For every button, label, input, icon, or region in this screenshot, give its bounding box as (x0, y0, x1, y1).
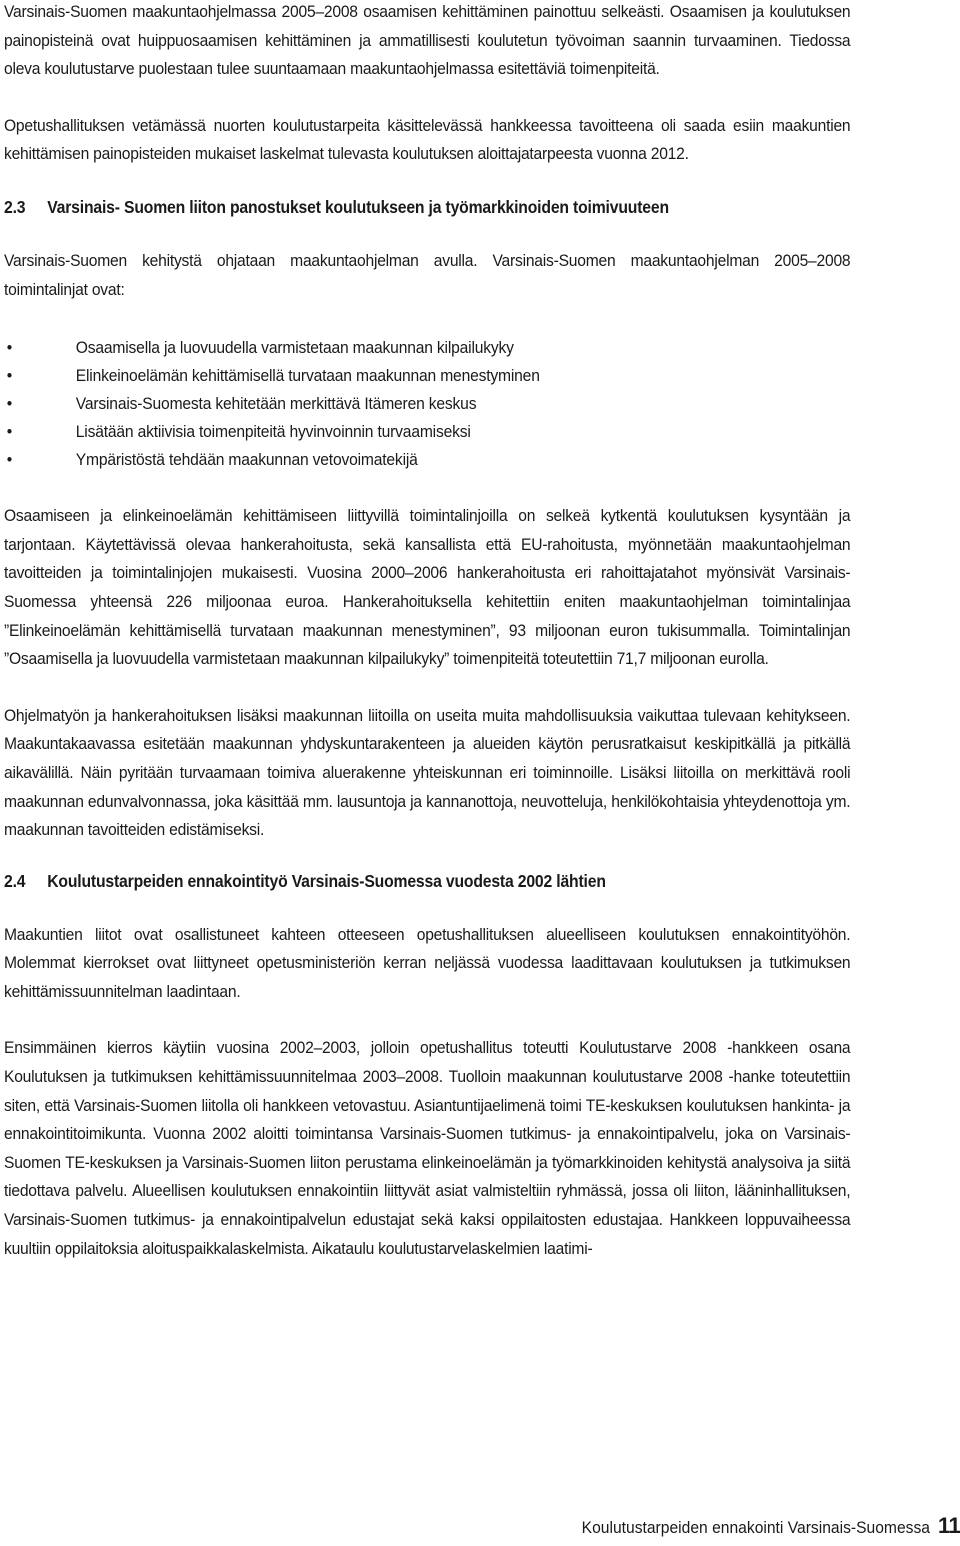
paragraph-opetushallitus: Opetushallituksen vetämässä nuorten koulutustarpeita käsittelevässä hankkeessa tavoitteena oli saada esiin maakuntien kehittämisen painopisteiden mukaiset laskelmat tulevasta koulutuksen aloittajatarpeesta vuonna 2012. (4, 115, 851, 164)
bullet-icon: • (6, 450, 13, 470)
footer-title: Koulutustarpeiden ennakointi Varsinais-Suomessa (581, 1518, 930, 1537)
section-number: 2.4 (4, 870, 26, 891)
paragraph-ohjelmatyo: Ohjelmatyön ja hankerahoituksen lisäksi maakunnan liitoilla on useita muita mahdollisuuksia vaikuttaa tulevaan kehitykseen. Maakuntakaavassa esitetään maakunnan yhdyskuntarakenteen ja alueiden käytön perusratkaisut keskipitkällä ja pitkällä aikavälillä. Näin pyritään turvaamaan toimiva aluerakenne yhteiskunnan eri toiminnoille. Lisäksi liitoilla on merkittävä rooli maakunnan edunvalvonnassa, joka käsittää mm. lausuntoja ja kannanottoja, neuvotteluja, henkilökohtaisia yhteydenottoja ym. maakunnan tavoitteiden edistämiseksi. (4, 705, 851, 840)
document-page (4, 0, 850, 1263)
section-number: 2.3 (4, 196, 26, 217)
list-item: • Varsinais-Suomesta kehitetään merkittävä Itämeren keskus (4, 390, 904, 418)
paragraph-maakuntien-liitot: Maakuntien liitot ovat osallistuneet kahteen otteeseen opetushallituksen alueelliseen koulutuksen ennakointityöhön. Molemmat kierrokset ovat liittyneet opetusministeriön kerran neljässä vuodessa laadittavaan koulutuksen ja tutkimuksen kehittämissuunnitelman laadintaan. (4, 924, 851, 1001)
paragraph-toimintalinjat: Varsinais-Suomen kehitystä ohjataan maakuntaohjelman avulla. Varsinais-Suomen maakuntaohjelman 2005–2008 toimintalinjat ovat: (4, 250, 851, 299)
bullet-icon: • (6, 394, 13, 414)
list-item: • Elinkeinoelämän kehittämisellä turvataan maakunnan menestyminen (4, 362, 904, 390)
bullet-icon: • (6, 338, 13, 358)
list-item: • Lisätään aktiivisia toimenpiteitä hyvinvoinnin turvaamiseksi (4, 418, 904, 446)
paragraph-intro: Varsinais-Suomen maakuntaohjelmassa 2005–2008 osaamisen kehittäminen painottuu selkeästi. Osaamisen ja koulutuksen painopisteinä ovat huippuosaamisen kehittäminen ja ammatillisesti koulutetun työvoiman saannin turvaaminen. Tiedossa oleva koulutustarve puolestaan tulee suuntaamaan maakuntaohjelmassa esitettäviä toimenpiteitä. (4, 2, 851, 79)
section-heading-2-4 (4, 867, 850, 895)
bullet-icon: • (6, 366, 13, 386)
list-item: • Osaamisella ja luovuudella varmistetaan maakunnan kilpailukyky (4, 334, 904, 362)
paragraph-ensimmainen-kierros: Ensimmäinen kierros käytiin vuosina 2002–2003, jolloin opetushallitus toteutti Koulutustarve 2008 -hankkeen osana Koulutuksen ja tutkimuksen kehittämissuunnitelmaa 2003–2008. Tuolloin maakunnan koulutustarve 2008 -hanke toteutettiin siten, että Varsinais-Suomen liitolla oli hankkeen vetovastuu. Asiantuntijaelimenä toimi TE-keskuksen koulutuksen hankinta- ja ennakointitoimikunta. Vuonna 2002 aloitti toimintansa Varsinais-Suomen tutkimus- ja ennakointipalvelu, joka on Varsinais-Suomen TE-keskuksen ja Varsinais-Suomen liiton perustama elinkeinoelämän ja työmarkkinoiden kehitystä analysoiva ja siitä tiedottava palvelu. Alueellisen koulutuksen ennakointiin liittyvät asiat valmisteltiin ryhmässä, jossa oli liiton, lääninhallituksen, Varsinais-Suomen tutkimus- ja ennakointipalvelun edustajat sekä kaksi oppilaitosten edustajaa. Hankkeen loppuvaiheessa kuultiin oppilaitoksia aloituspaikkalaskelmista. Aikataulu koulutustarvelaskelmien laatimi- (4, 1038, 851, 1258)
page-number: 11 (938, 1513, 960, 1538)
bullet-list (4, 334, 850, 474)
section-heading-2-3 (4, 193, 850, 221)
paragraph-hankerahoitus: Osaamiseen ja elinkeinoelämän kehittämiseen liittyvillä toimintalinjoilla on selkeä kytkentä koulutuksen kysyntään ja tarjontaan. Käytettävissä olevaa hankerahoitusta, sekä kansallista että EU-rahoitusta, myönnetään maakuntaohjelman tavoitteiden ja toimintalinjojen mukaisesti. Vuosina 2000–2006 hankerahoitusta eri rahoittajatahot myönsivät Varsinais-Suomessa yhteensä 226 miljoonaa euroa. Hankerahoituksella kehitettiin eniten maakuntaohjelman toimintalinjaa ”Elinkeinoelämän kehittämisellä turvataan maakunnan menestyminen”, 93 miljoonan euron tukisummalla. Toimintalinjan ”Osaamisella ja luovuudella varmistetaan maakunnan kilpailukyky” toimenpiteitä toteutettiin 71,7 miljoonan eurolla. (4, 506, 851, 669)
list-item: • Ympäristöstä tehdään maakunnan vetovoimatekijä (4, 446, 904, 474)
section-title: Koulutustarpeiden ennakointityö Varsinais-Suomessa vuodesta 2002 lähtien (47, 870, 606, 891)
bullet-icon: • (6, 422, 13, 442)
section-title: Varsinais- Suomen liiton panostukset koulutukseen ja työmarkkinoiden toimivuuteen (47, 196, 669, 217)
